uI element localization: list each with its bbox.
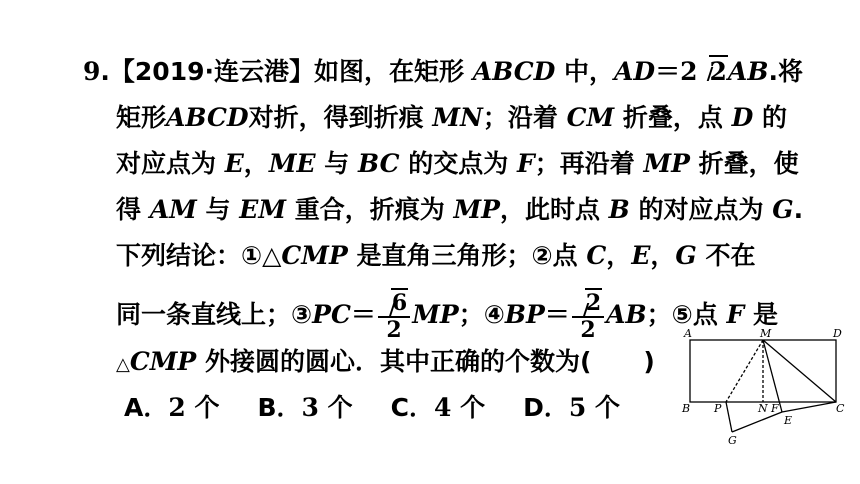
option-a[interactable]: A．2 个 <box>124 393 220 422</box>
segment-mp <box>726 340 763 402</box>
question-line-7: △CMP 外接圆的圆心．其中正确的个数为( ) <box>116 347 655 376</box>
geometry-figure <box>676 326 856 456</box>
question-line-5: 下列结论：①△CMP 是直角三角形；②点 C，E，G 不在 <box>116 241 756 270</box>
label-p: P <box>714 402 722 415</box>
question-source: 【2019·连云港】 <box>109 57 314 86</box>
sqrt-two: 2 <box>698 55 728 89</box>
question-line-2: 矩形ABCD对折，得到折痕 MN；沿着 CM 折叠，点 D 的 <box>116 103 788 132</box>
question-number: 9 <box>83 57 101 86</box>
label-b: B <box>682 402 691 415</box>
option-b[interactable]: B．3 个 <box>257 393 353 422</box>
question-line-1: 9.【2019·连云港】如图，在矩形 ABCD 中，AD＝2 2AB.将 <box>83 55 803 89</box>
segment-ec <box>782 402 836 412</box>
label-m: M <box>760 327 772 340</box>
question-line-3: 对应点为 E，ME 与 BC 的交点为 F；再沿着 MP 折叠，使 <box>116 149 799 178</box>
label-g: G <box>728 434 737 447</box>
segment-mc <box>763 340 836 402</box>
option-d[interactable]: D．5 个 <box>523 393 620 422</box>
label-e: E <box>784 414 793 427</box>
label-f: F <box>771 402 779 415</box>
options-row <box>124 391 620 425</box>
label-a: A <box>684 327 692 340</box>
label-n: N <box>758 402 768 415</box>
question-line-6: 同一条直线上；③PC＝ $\frac{6}{2}$ MP；④BP＝ $\frac{2}{2}$ AB；⑤点 F 是 <box>116 289 779 343</box>
question-line-4: 得 AM 与 EM 重合，折痕为 MP，此时点 B 的对应点为 G. <box>116 195 804 224</box>
fraction-sqrt2-over-2: $\frac{2}{2}$ <box>572 291 604 342</box>
segment-ge <box>732 412 782 432</box>
fraction-sqrt6-over-2: $\frac{6}{2}$ <box>378 291 410 342</box>
label-c: C <box>836 402 845 415</box>
segment-pg <box>726 402 732 432</box>
label-d: D <box>833 327 842 340</box>
option-c[interactable]: C．4 个 <box>390 393 486 422</box>
